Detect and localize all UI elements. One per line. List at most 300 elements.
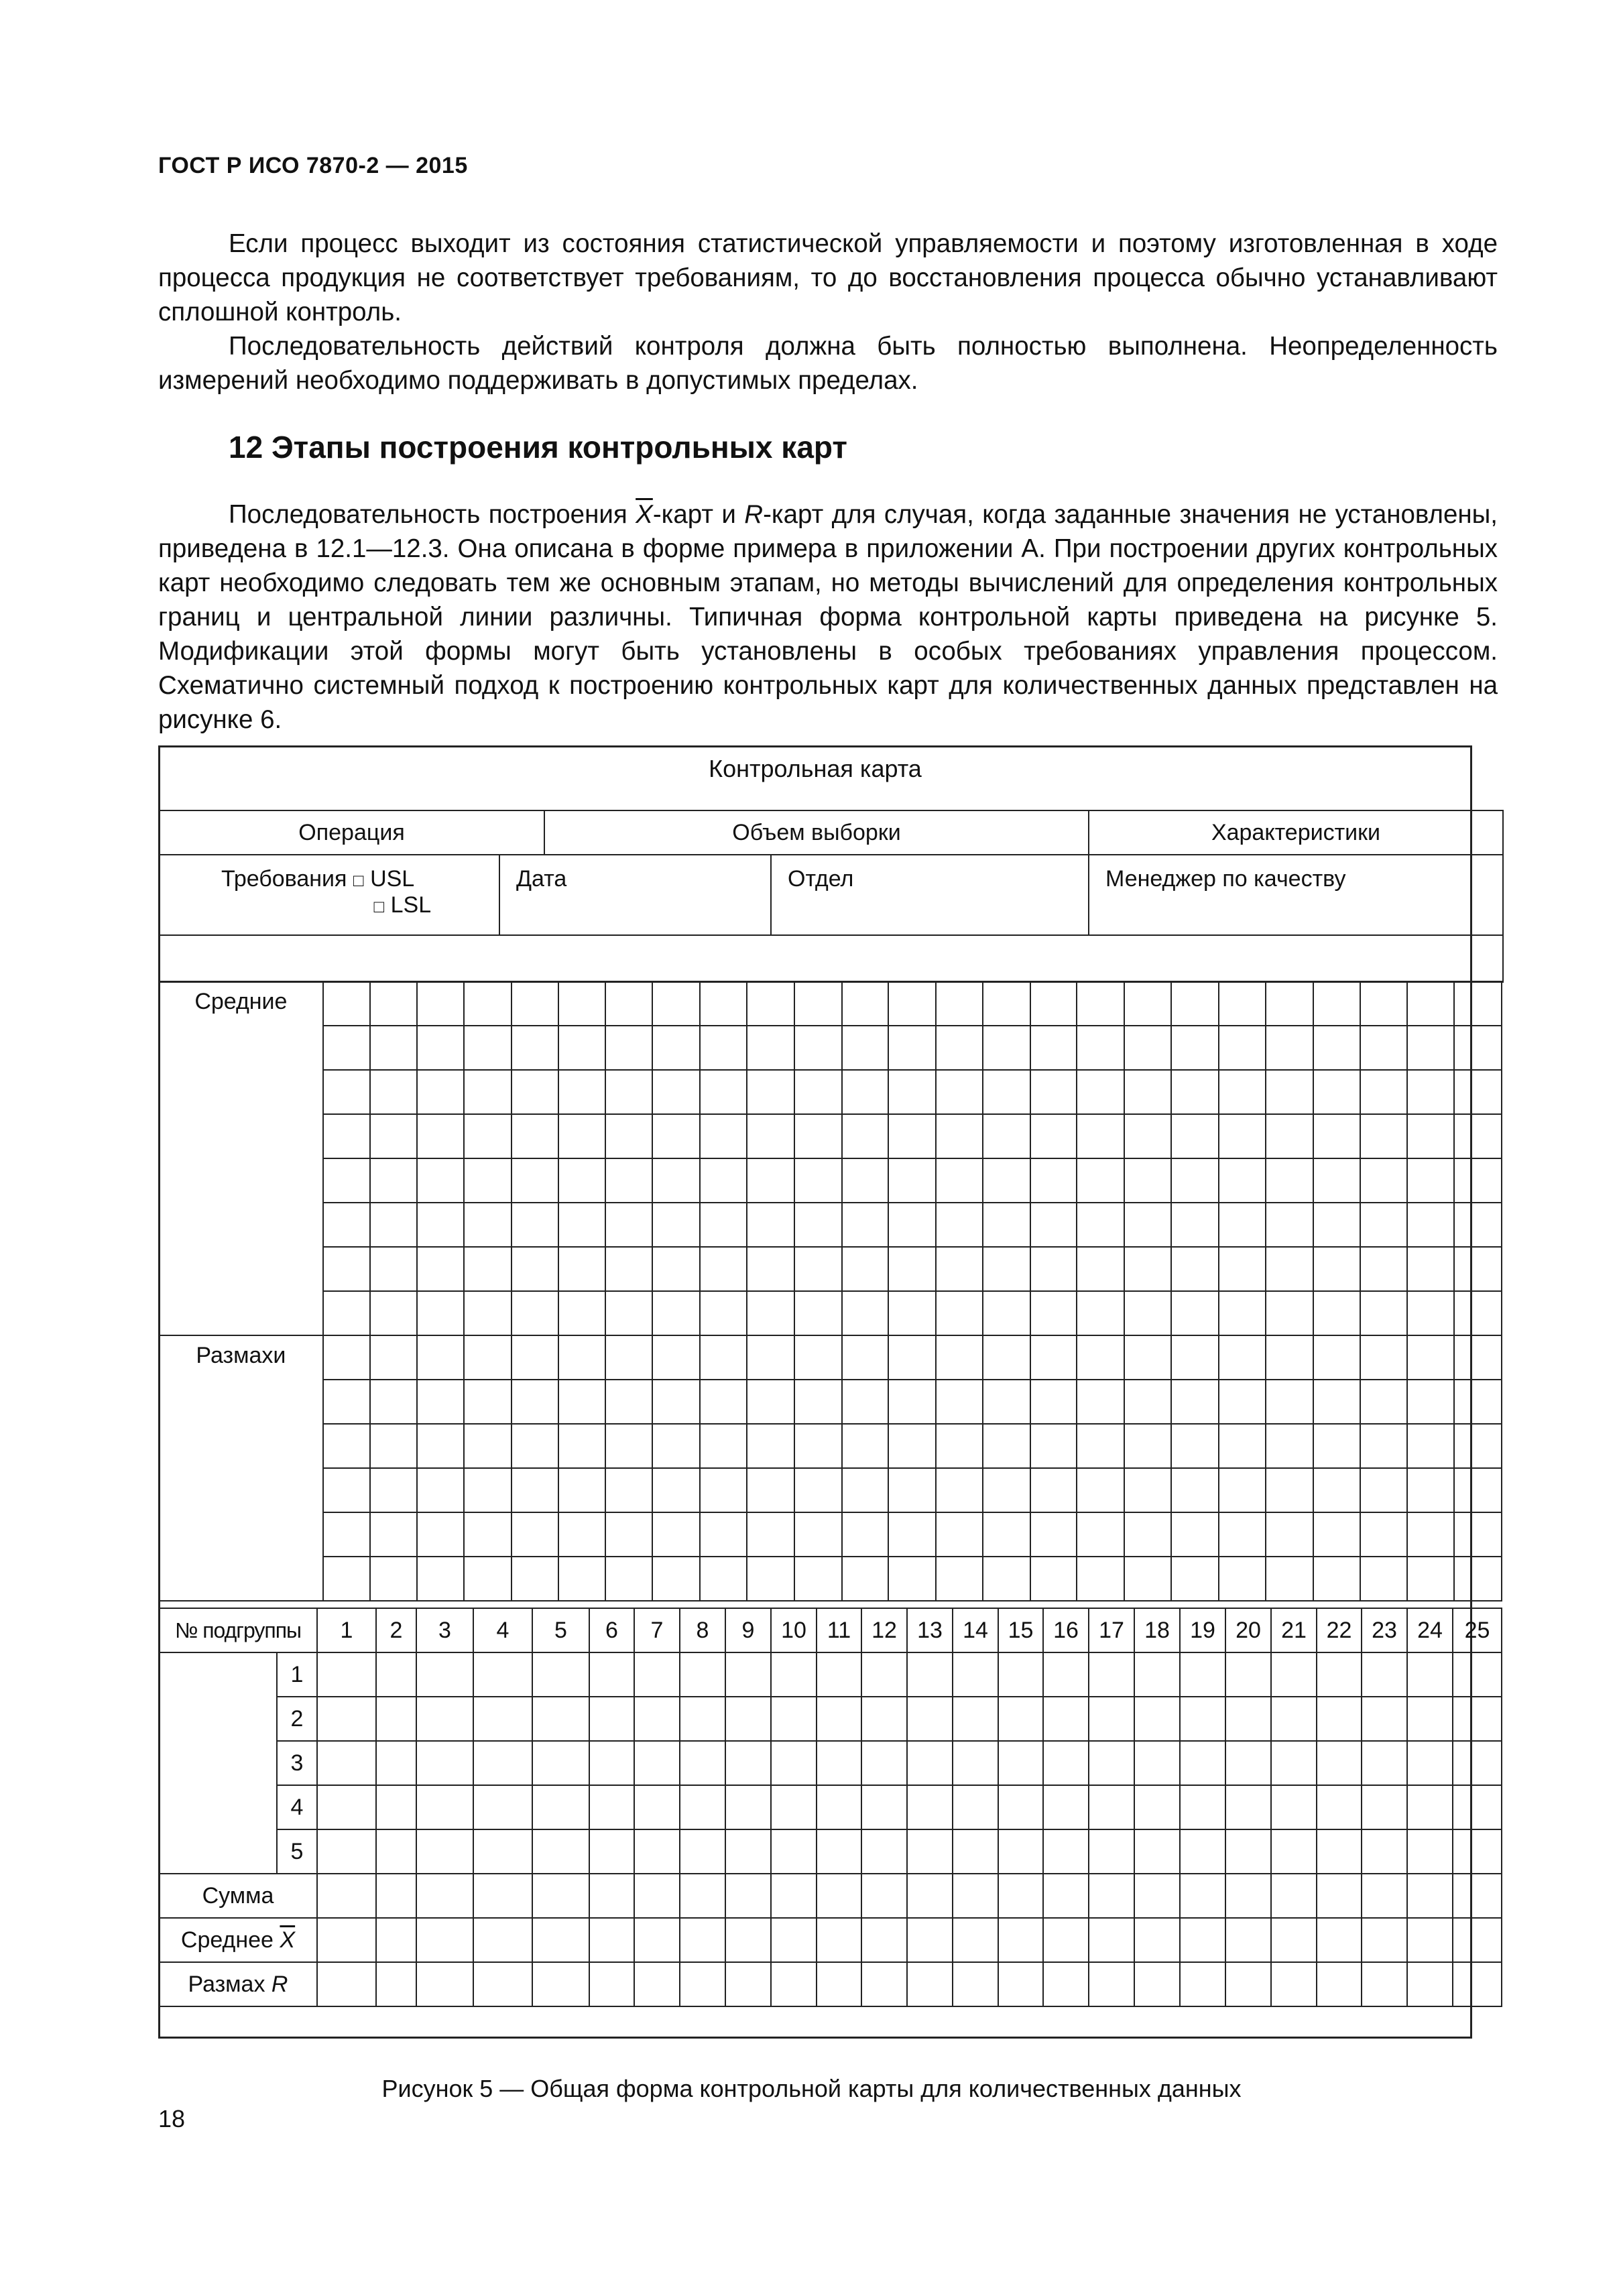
plot-cell[interactable] xyxy=(888,1512,936,1557)
summary-cell[interactable] xyxy=(376,1918,416,1962)
plot-cell[interactable] xyxy=(370,1291,416,1335)
measurement-cell[interactable] xyxy=(771,1785,817,1829)
summary-cell[interactable] xyxy=(1362,1962,1407,2006)
plot-cell[interactable] xyxy=(417,1026,465,1070)
plot-cell[interactable] xyxy=(512,1291,559,1335)
measurement-cell[interactable] xyxy=(589,1741,634,1785)
plot-cell[interactable] xyxy=(370,1203,416,1247)
plot-cell[interactable] xyxy=(842,981,888,1026)
measurement-cell[interactable] xyxy=(953,1697,998,1741)
summary-cell[interactable] xyxy=(1271,1918,1317,1962)
plot-cell[interactable] xyxy=(1266,981,1313,1026)
plot-cell[interactable] xyxy=(794,1114,842,1158)
plot-cell[interactable] xyxy=(417,1424,465,1468)
plot-cell[interactable] xyxy=(652,1158,700,1203)
plot-cell[interactable] xyxy=(1077,981,1124,1026)
measurement-cell[interactable] xyxy=(1271,1652,1317,1697)
summary-cell[interactable] xyxy=(1317,1962,1362,2006)
plot-cell[interactable] xyxy=(1266,1203,1313,1247)
plot-cell[interactable] xyxy=(700,981,747,1026)
plot-cell[interactable] xyxy=(1454,1247,1502,1291)
summary-cell[interactable] xyxy=(376,1874,416,1918)
plot-cell[interactable] xyxy=(983,1380,1030,1424)
plot-cell[interactable] xyxy=(1407,1557,1455,1601)
plot-cell[interactable] xyxy=(747,1557,794,1601)
measurement-cell[interactable] xyxy=(1271,1741,1317,1785)
plot-cell[interactable] xyxy=(1030,1114,1077,1158)
plot-cell[interactable] xyxy=(1360,1512,1406,1557)
plot-cell[interactable] xyxy=(558,1468,605,1512)
plot-cell[interactable] xyxy=(1219,1380,1266,1424)
summary-cell[interactable] xyxy=(1407,1962,1453,2006)
summary-cell[interactable] xyxy=(1180,1918,1225,1962)
summary-cell[interactable] xyxy=(907,1918,953,1962)
plot-cell[interactable] xyxy=(652,1512,700,1557)
measurement-cell[interactable] xyxy=(817,1829,861,1874)
plot-cell[interactable] xyxy=(1124,1512,1172,1557)
plot-cell[interactable] xyxy=(1030,981,1077,1026)
plot-cell[interactable] xyxy=(1219,981,1266,1026)
summary-cell[interactable] xyxy=(473,1874,532,1918)
plot-cell[interactable] xyxy=(1171,1203,1219,1247)
summary-cell[interactable] xyxy=(1407,1918,1453,1962)
plot-cell[interactable] xyxy=(983,1468,1030,1512)
summary-cell[interactable] xyxy=(817,1962,861,2006)
summary-cell[interactable] xyxy=(532,1918,589,1962)
plot-cell[interactable] xyxy=(652,1070,700,1114)
summary-cell[interactable] xyxy=(680,1962,725,2006)
plot-cell[interactable] xyxy=(1454,1203,1502,1247)
plot-cell[interactable] xyxy=(652,1247,700,1291)
plot-cell[interactable] xyxy=(936,1424,983,1468)
measurement-cell[interactable] xyxy=(725,1829,771,1874)
plot-cell[interactable] xyxy=(700,1512,747,1557)
summary-cell[interactable] xyxy=(416,1918,473,1962)
plot-cell[interactable] xyxy=(370,1424,416,1468)
department-field[interactable] xyxy=(771,855,1089,935)
plot-cell[interactable] xyxy=(936,1512,983,1557)
measurement-cell[interactable] xyxy=(473,1741,532,1785)
plot-cell[interactable] xyxy=(512,1380,559,1424)
plot-cell[interactable] xyxy=(464,1070,512,1114)
plot-cell[interactable] xyxy=(464,981,512,1026)
measurement-cell[interactable] xyxy=(907,1697,953,1741)
plot-cell[interactable] xyxy=(512,1026,559,1070)
summary-cell[interactable] xyxy=(1089,1962,1134,2006)
plot-cell[interactable] xyxy=(1171,1468,1219,1512)
measurement-cell[interactable] xyxy=(1407,1697,1453,1741)
plot-cell[interactable] xyxy=(936,1114,983,1158)
measurement-cell[interactable] xyxy=(473,1697,532,1741)
plot-cell[interactable] xyxy=(605,981,653,1026)
plot-cell[interactable] xyxy=(652,1203,700,1247)
measurement-cell[interactable] xyxy=(376,1652,416,1697)
measurement-cell[interactable] xyxy=(1089,1785,1134,1829)
measurement-cell[interactable] xyxy=(317,1829,376,1874)
plot-cell[interactable] xyxy=(936,1291,983,1335)
plot-cell[interactable] xyxy=(652,1557,700,1601)
summary-cell[interactable] xyxy=(317,1962,376,2006)
measurement-cell[interactable] xyxy=(953,1741,998,1785)
summary-cell[interactable] xyxy=(1043,1918,1089,1962)
plot-cell[interactable] xyxy=(1219,1557,1266,1601)
plot-cell[interactable] xyxy=(1171,1335,1219,1380)
plot-cell[interactable] xyxy=(417,981,465,1026)
plot-cell[interactable] xyxy=(323,1424,371,1468)
measurement-cell[interactable] xyxy=(907,1829,953,1874)
plot-cell[interactable] xyxy=(464,1247,512,1291)
summary-cell[interactable] xyxy=(1317,1874,1362,1918)
plot-cell[interactable] xyxy=(747,1291,794,1335)
plot-cell[interactable] xyxy=(1124,1203,1172,1247)
summary-cell[interactable] xyxy=(998,1874,1043,1918)
plot-cell[interactable] xyxy=(1171,1380,1219,1424)
plot-cell[interactable] xyxy=(1313,1424,1361,1468)
plot-cell[interactable] xyxy=(1407,1158,1455,1203)
measurement-cell[interactable] xyxy=(1362,1697,1407,1741)
plot-cell[interactable] xyxy=(370,1380,416,1424)
plot-cell[interactable] xyxy=(794,1158,842,1203)
measurement-cell[interactable] xyxy=(589,1829,634,1874)
plot-cell[interactable] xyxy=(1454,1557,1502,1601)
plot-cell[interactable] xyxy=(1407,1114,1455,1158)
plot-cell[interactable] xyxy=(842,1424,888,1468)
plot-cell[interactable] xyxy=(323,1291,371,1335)
plot-cell[interactable] xyxy=(983,1158,1030,1203)
plot-cell[interactable] xyxy=(558,1291,605,1335)
plot-cell[interactable] xyxy=(512,1114,559,1158)
summary-cell[interactable] xyxy=(1134,1918,1180,1962)
plot-cell[interactable] xyxy=(747,1026,794,1070)
summary-cell[interactable] xyxy=(1180,1874,1225,1918)
plot-cell[interactable] xyxy=(1077,1158,1124,1203)
measurement-cell[interactable] xyxy=(532,1652,589,1697)
plot-cell[interactable] xyxy=(700,1026,747,1070)
plot-cell[interactable] xyxy=(1171,1247,1219,1291)
plot-cell[interactable] xyxy=(1266,1114,1313,1158)
summary-cell[interactable] xyxy=(589,1962,634,2006)
summary-cell[interactable] xyxy=(317,1918,376,1962)
plot-cell[interactable] xyxy=(323,1468,371,1512)
plot-cell[interactable] xyxy=(888,1203,936,1247)
plot-cell[interactable] xyxy=(888,1070,936,1114)
measurement-cell[interactable] xyxy=(817,1741,861,1785)
measurement-cell[interactable] xyxy=(680,1785,725,1829)
measurement-cell[interactable] xyxy=(532,1741,589,1785)
plot-cell[interactable] xyxy=(842,1512,888,1557)
plot-cell[interactable] xyxy=(512,1512,559,1557)
plot-cell[interactable] xyxy=(1266,1335,1313,1380)
plot-cell[interactable] xyxy=(1077,1114,1124,1158)
plot-cell[interactable] xyxy=(1313,1247,1361,1291)
plot-cell[interactable] xyxy=(417,1512,465,1557)
plot-cell[interactable] xyxy=(1219,1468,1266,1512)
summary-cell[interactable] xyxy=(589,1874,634,1918)
plot-cell[interactable] xyxy=(1266,1070,1313,1114)
plot-cell[interactable] xyxy=(370,1114,416,1158)
summary-cell[interactable] xyxy=(1225,1962,1271,2006)
summary-cell[interactable] xyxy=(1453,1874,1502,1918)
plot-cell[interactable] xyxy=(936,1026,983,1070)
plot-cell[interactable] xyxy=(605,1512,653,1557)
measurement-cell[interactable] xyxy=(953,1829,998,1874)
plot-cell[interactable] xyxy=(1219,1070,1266,1114)
plot-cell[interactable] xyxy=(983,1557,1030,1601)
measurement-cell[interactable] xyxy=(998,1697,1043,1741)
plot-cell[interactable] xyxy=(512,1158,559,1203)
summary-cell[interactable] xyxy=(680,1918,725,1962)
plot-cell[interactable] xyxy=(888,1380,936,1424)
plot-cell[interactable] xyxy=(605,1158,653,1203)
plot-cell[interactable] xyxy=(1454,1158,1502,1203)
plot-cell[interactable] xyxy=(1266,1158,1313,1203)
summary-cell[interactable] xyxy=(1180,1962,1225,2006)
plot-cell[interactable] xyxy=(1077,1557,1124,1601)
plot-cell[interactable] xyxy=(370,1335,416,1380)
measurement-cell[interactable] xyxy=(589,1785,634,1829)
plot-cell[interactable] xyxy=(464,1468,512,1512)
plot-cell[interactable] xyxy=(1313,1026,1361,1070)
plot-cell[interactable] xyxy=(605,1070,653,1114)
plot-cell[interactable] xyxy=(1171,1557,1219,1601)
plot-cell[interactable] xyxy=(983,1247,1030,1291)
plot-cell[interactable] xyxy=(700,1114,747,1158)
measurement-cell[interactable] xyxy=(998,1829,1043,1874)
plot-cell[interactable] xyxy=(652,1424,700,1468)
measurement-cell[interactable] xyxy=(1453,1652,1502,1697)
plot-cell[interactable] xyxy=(1313,1512,1361,1557)
plot-cell[interactable] xyxy=(558,1512,605,1557)
plot-cell[interactable] xyxy=(1407,1468,1455,1512)
summary-cell[interactable] xyxy=(861,1962,907,2006)
measurement-cell[interactable] xyxy=(473,1652,532,1697)
summary-cell[interactable] xyxy=(771,1962,817,2006)
plot-cell[interactable] xyxy=(417,1380,465,1424)
plot-cell[interactable] xyxy=(747,1158,794,1203)
plot-cell[interactable] xyxy=(512,1335,559,1380)
plot-cell[interactable] xyxy=(1360,1468,1406,1512)
measurement-cell[interactable] xyxy=(532,1829,589,1874)
plot-cell[interactable] xyxy=(700,1203,747,1247)
measurement-cell[interactable] xyxy=(953,1652,998,1697)
summary-cell[interactable] xyxy=(998,1918,1043,1962)
measurement-cell[interactable] xyxy=(1271,1829,1317,1874)
plot-cell[interactable] xyxy=(1171,981,1219,1026)
plot-cell[interactable] xyxy=(1360,1026,1406,1070)
summary-cell[interactable] xyxy=(725,1918,771,1962)
plot-cell[interactable] xyxy=(888,1424,936,1468)
plot-cell[interactable] xyxy=(1171,1114,1219,1158)
plot-cell[interactable] xyxy=(417,1203,465,1247)
measurement-cell[interactable] xyxy=(376,1741,416,1785)
measurement-cell[interactable] xyxy=(1362,1741,1407,1785)
plot-cell[interactable] xyxy=(558,1557,605,1601)
summary-cell[interactable] xyxy=(1362,1874,1407,1918)
plot-cell[interactable] xyxy=(1219,1114,1266,1158)
plot-cell[interactable] xyxy=(842,1335,888,1380)
plot-cell[interactable] xyxy=(794,1468,842,1512)
plot-cell[interactable] xyxy=(1171,1158,1219,1203)
plot-cell[interactable] xyxy=(1219,1158,1266,1203)
measurement-cell[interactable] xyxy=(1225,1697,1271,1741)
plot-cell[interactable] xyxy=(794,1291,842,1335)
plot-cell[interactable] xyxy=(936,1557,983,1601)
plot-cell[interactable] xyxy=(1030,1335,1077,1380)
summary-cell[interactable] xyxy=(1225,1918,1271,1962)
plot-cell[interactable] xyxy=(323,1512,371,1557)
plot-cell[interactable] xyxy=(1407,1424,1455,1468)
plot-cell[interactable] xyxy=(842,1114,888,1158)
summary-cell[interactable] xyxy=(861,1918,907,1962)
plot-cell[interactable] xyxy=(1077,1247,1124,1291)
measurement-cell[interactable] xyxy=(725,1741,771,1785)
plot-cell[interactable] xyxy=(323,1070,371,1114)
summary-cell[interactable] xyxy=(1089,1918,1134,1962)
measurement-cell[interactable] xyxy=(1407,1652,1453,1697)
plot-cell[interactable] xyxy=(605,1335,653,1380)
summary-cell[interactable] xyxy=(473,1962,532,2006)
plot-cell[interactable] xyxy=(936,981,983,1026)
plot-cell[interactable] xyxy=(794,1070,842,1114)
measurement-cell[interactable] xyxy=(1453,1697,1502,1741)
plot-cell[interactable] xyxy=(1266,1291,1313,1335)
plot-cell[interactable] xyxy=(1219,1203,1266,1247)
measurement-cell[interactable] xyxy=(1317,1785,1362,1829)
plot-cell[interactable] xyxy=(1077,1291,1124,1335)
measurement-cell[interactable] xyxy=(680,1697,725,1741)
plot-cell[interactable] xyxy=(323,981,371,1026)
plot-cell[interactable] xyxy=(983,1512,1030,1557)
plot-cell[interactable] xyxy=(1360,1158,1406,1203)
blank-row[interactable] xyxy=(159,935,1503,982)
measurement-cell[interactable] xyxy=(1089,1652,1134,1697)
plot-cell[interactable] xyxy=(936,1247,983,1291)
measurement-cell[interactable] xyxy=(725,1697,771,1741)
plot-cell[interactable] xyxy=(464,1026,512,1070)
plot-cell[interactable] xyxy=(700,1247,747,1291)
measurement-cell[interactable] xyxy=(634,1785,680,1829)
plot-cell[interactable] xyxy=(558,1114,605,1158)
measurement-cell[interactable] xyxy=(1317,1652,1362,1697)
measurement-cell[interactable] xyxy=(376,1697,416,1741)
summary-cell[interactable] xyxy=(953,1918,998,1962)
plot-cell[interactable] xyxy=(1030,1070,1077,1114)
plot-cell[interactable] xyxy=(983,1424,1030,1468)
plot-cell[interactable] xyxy=(700,1070,747,1114)
plot-cell[interactable] xyxy=(464,1335,512,1380)
summary-cell[interactable] xyxy=(1043,1962,1089,2006)
summary-cell[interactable] xyxy=(376,1962,416,2006)
plot-cell[interactable] xyxy=(936,1203,983,1247)
measurement-cell[interactable] xyxy=(1180,1741,1225,1785)
plot-cell[interactable] xyxy=(1266,1026,1313,1070)
plot-cell[interactable] xyxy=(323,1247,371,1291)
plot-cell[interactable] xyxy=(1124,1468,1172,1512)
plot-cell[interactable] xyxy=(936,1158,983,1203)
measurement-cell[interactable] xyxy=(1407,1741,1453,1785)
plot-cell[interactable] xyxy=(1171,1512,1219,1557)
plot-cell[interactable] xyxy=(1313,1557,1361,1601)
plot-cell[interactable] xyxy=(747,1512,794,1557)
summary-cell[interactable] xyxy=(907,1962,953,2006)
measurement-cell[interactable] xyxy=(1225,1785,1271,1829)
measurement-cell[interactable] xyxy=(634,1829,680,1874)
plot-cell[interactable] xyxy=(888,1291,936,1335)
measurement-cell[interactable] xyxy=(634,1741,680,1785)
plot-cell[interactable] xyxy=(464,1114,512,1158)
summary-cell[interactable] xyxy=(1225,1874,1271,1918)
summary-cell[interactable] xyxy=(771,1874,817,1918)
measurement-cell[interactable] xyxy=(1043,1829,1089,1874)
plot-cell[interactable] xyxy=(747,1468,794,1512)
plot-cell[interactable] xyxy=(1124,1557,1172,1601)
plot-cell[interactable] xyxy=(1124,981,1172,1026)
plot-cell[interactable] xyxy=(1454,1424,1502,1468)
plot-cell[interactable] xyxy=(1313,1158,1361,1203)
plot-cell[interactable] xyxy=(605,1424,653,1468)
plot-cell[interactable] xyxy=(605,1557,653,1601)
plot-cell[interactable] xyxy=(1266,1557,1313,1601)
plot-cell[interactable] xyxy=(1313,1380,1361,1424)
plot-cell[interactable] xyxy=(1360,1335,1406,1380)
summary-cell[interactable] xyxy=(416,1874,473,1918)
summary-cell[interactable] xyxy=(998,1962,1043,2006)
measurement-cell[interactable] xyxy=(1271,1697,1317,1741)
plot-cell[interactable] xyxy=(1360,1424,1406,1468)
plot-cell[interactable] xyxy=(558,981,605,1026)
plot-cell[interactable] xyxy=(1124,1114,1172,1158)
measurement-cell[interactable] xyxy=(861,1652,907,1697)
plot-cell[interactable] xyxy=(605,1114,653,1158)
measurement-cell[interactable] xyxy=(861,1785,907,1829)
plot-cell[interactable] xyxy=(1407,1070,1455,1114)
plot-cell[interactable] xyxy=(1266,1468,1313,1512)
plot-cell[interactable] xyxy=(558,1026,605,1070)
measurement-cell[interactable] xyxy=(1043,1785,1089,1829)
measurement-cell[interactable] xyxy=(1089,1697,1134,1741)
plot-cell[interactable] xyxy=(417,1158,465,1203)
measurement-cell[interactable] xyxy=(1180,1652,1225,1697)
plot-cell[interactable] xyxy=(370,1512,416,1557)
plot-cell[interactable] xyxy=(1266,1247,1313,1291)
measurement-cell[interactable] xyxy=(1134,1697,1180,1741)
plot-cell[interactable] xyxy=(1077,1203,1124,1247)
plot-cell[interactable] xyxy=(323,1158,371,1203)
measurement-cell[interactable] xyxy=(861,1829,907,1874)
plot-cell[interactable] xyxy=(1124,1424,1172,1468)
plot-cell[interactable] xyxy=(842,1468,888,1512)
measurement-cell[interactable] xyxy=(376,1829,416,1874)
plot-cell[interactable] xyxy=(842,1158,888,1203)
plot-cell[interactable] xyxy=(700,1557,747,1601)
plot-cell[interactable] xyxy=(794,1335,842,1380)
plot-cell[interactable] xyxy=(605,1026,653,1070)
plot-cell[interactable] xyxy=(1077,1424,1124,1468)
quality-manager-field[interactable] xyxy=(1089,855,1503,935)
measurement-cell[interactable] xyxy=(771,1697,817,1741)
plot-cell[interactable] xyxy=(1454,1335,1502,1380)
measurement-cell[interactable] xyxy=(1225,1741,1271,1785)
measurement-cell[interactable] xyxy=(416,1697,473,1741)
plot-cell[interactable] xyxy=(842,1026,888,1070)
plot-cell[interactable] xyxy=(936,1335,983,1380)
plot-cell[interactable] xyxy=(1454,1380,1502,1424)
plot-cell[interactable] xyxy=(1124,1158,1172,1203)
plot-cell[interactable] xyxy=(888,1158,936,1203)
plot-cell[interactable] xyxy=(842,1291,888,1335)
plot-cell[interactable] xyxy=(370,981,416,1026)
plot-cell[interactable] xyxy=(417,1114,465,1158)
